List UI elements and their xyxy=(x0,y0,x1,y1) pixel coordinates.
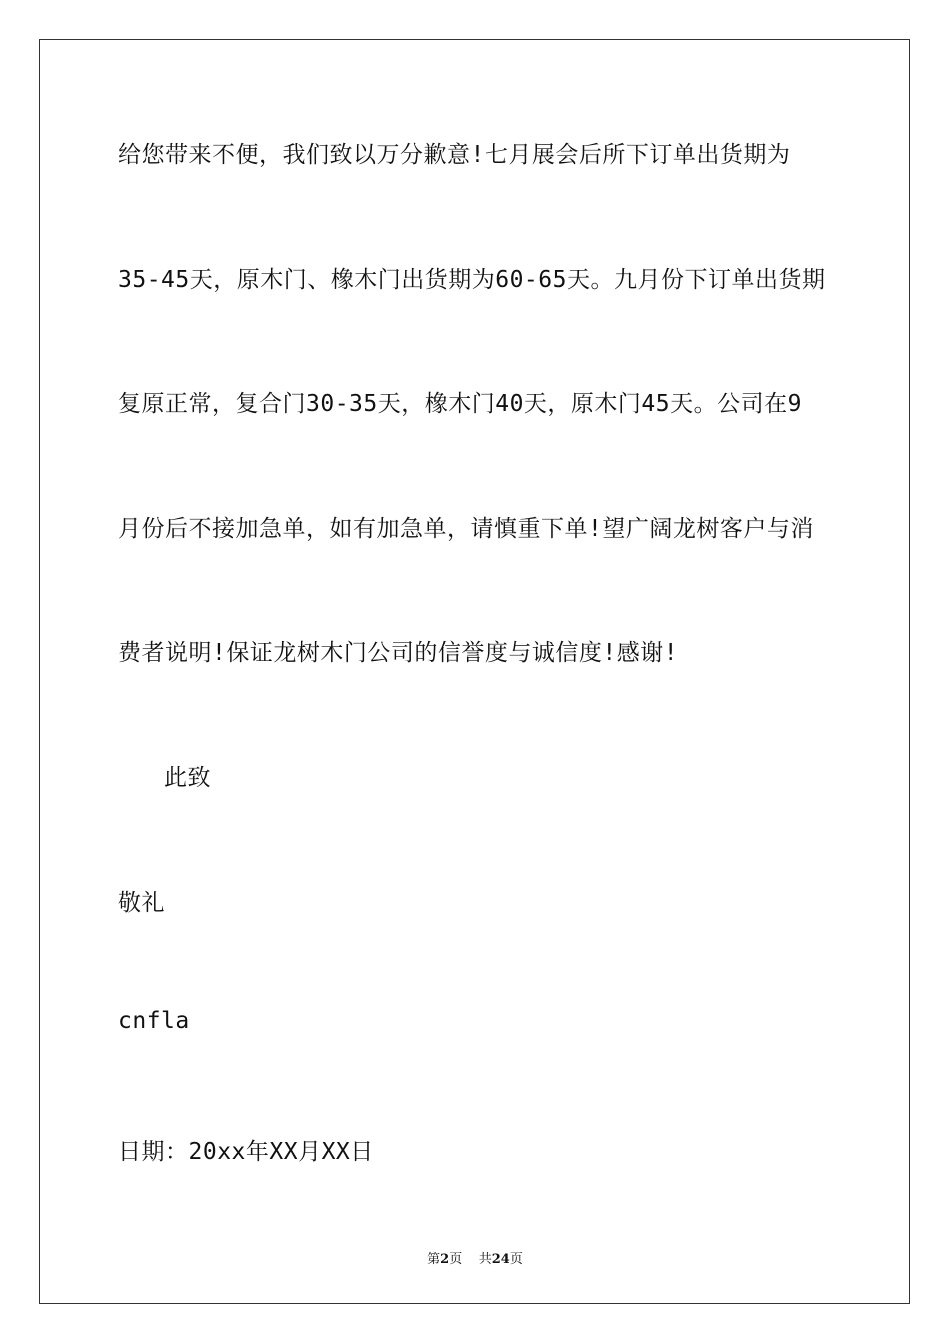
body-line-5: 费者说明!保证龙树木门公司的信誉度与诚信度!感谢! xyxy=(118,640,679,666)
footer-page-number: 2 xyxy=(440,1252,450,1267)
body-line-2: 35-45天，原木门、橡木门出货期为60-65天。九月份下订单出货期 xyxy=(118,267,826,293)
page-border xyxy=(39,39,910,1304)
closing-text: 此致 xyxy=(164,765,211,791)
date-line: 日期：20xx年XX月XX日 xyxy=(118,1139,374,1165)
body-line-1: 给您带来不便，我们致以万分歉意!七月展会后所下订单出货期为 xyxy=(118,142,791,168)
body-line-3: 复原正常，复合门30-35天，橡木门40天，原木门45天。公司在9 xyxy=(118,391,802,417)
signature-text: cnfla xyxy=(118,1008,190,1034)
footer-total-prefix: 共 xyxy=(478,1252,492,1267)
body-line-4: 月份后不接加急单，如有加急单，请慎重下单!望广阔龙树客户与消 xyxy=(118,516,814,542)
footer-page-suffix: 页 xyxy=(449,1252,463,1267)
footer-total-pages: 24 xyxy=(491,1252,510,1267)
salutation-text: 敬礼 xyxy=(118,890,165,916)
page-footer xyxy=(0,1248,950,1267)
footer-page-prefix: 第 xyxy=(427,1252,441,1267)
footer-total-suffix: 页 xyxy=(509,1252,523,1267)
